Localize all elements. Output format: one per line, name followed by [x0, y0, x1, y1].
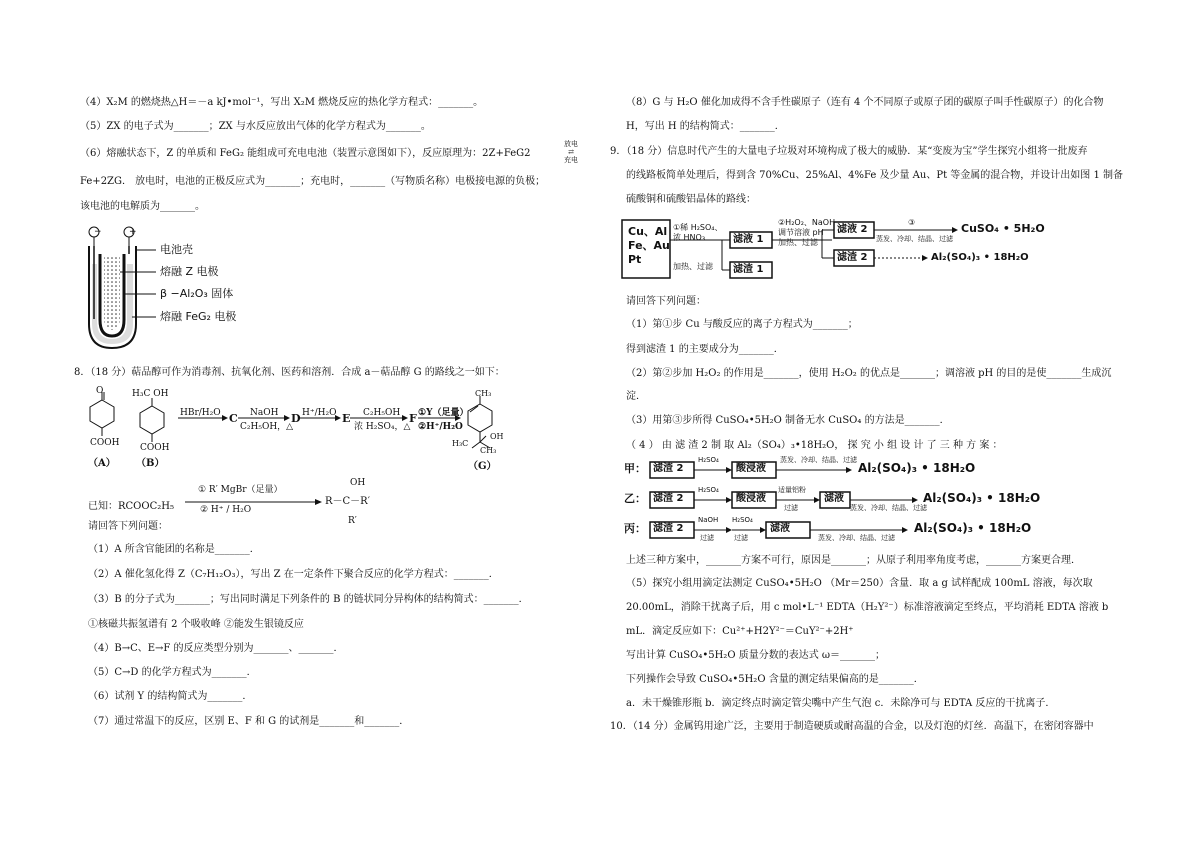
label-a: （A） [88, 458, 116, 469]
q10-intro: 10．（14 分）金属钨用途广泛，主要用于制造硬质或耐高温的合金，以及灯泡的灯丝．高温下，在密闭容器中 [610, 721, 1094, 732]
flow-cuso4-product: CuSO₄ • 5H₂O [961, 222, 1045, 235]
q9-part5: （5）探究小组用滴定法测定 CuSO₄•5H₂O （Mr＝250）含量．取 a g 试样配成 100mL 溶液，每次取 [626, 578, 1093, 589]
scheme-yi-residue: 滤渣 2 [653, 493, 684, 504]
q9-intro-cont2: 硫酸铜和硫酸铝晶体的路线： [626, 194, 756, 205]
q8-part3: （3）B 的分子式为_______；写出同时满足下列条件的 B 的链状同分异构体的结构简式：_______． [88, 594, 529, 605]
q8-part6: （6）试剂 Y 的结构简式为_______． [88, 691, 253, 702]
scheme-yi-filtrate: 滤液 [824, 493, 844, 504]
known-ester: 已知：RCOOC₂H₅ [88, 501, 174, 512]
known-product: R－C－R′ [325, 496, 370, 507]
flow-step3-process: 蒸发、冷却、结晶、过滤 [876, 235, 953, 243]
b-ch3oh-label: H₃C OH [132, 389, 169, 399]
flow-residue2: 滤渣 2 [837, 252, 868, 263]
q9-part5-reaction: mL．滴定反应如下：Cu²⁺+H2Y²⁻＝CuY²⁻+2H⁺ [626, 626, 854, 637]
q7-part5: （5）ZX 的电子式为_______；ZX 与水反应放出气体的化学方程式为_______。 [80, 121, 431, 132]
scheme-yi-acid-leach: 酸浸液 [736, 493, 766, 504]
q8-part2: （2）A 催化氢化得 Z（C₇H₁₂O₃），写出 Z 在一定条件下聚合反应的化学方程式：_______． [88, 569, 499, 580]
flow-step1a: ①稀 H₂SO₄、 [673, 223, 723, 232]
known-product-oh: OH [350, 478, 366, 488]
reagent-hbr: HBr/H₂O [180, 408, 221, 418]
g-oh-label: OH [490, 432, 504, 441]
q8-part1: （1）A 所含官能团的名称是_______． [88, 544, 260, 555]
q8-answer-prompt: 请回答下列问题： [88, 521, 168, 532]
flow-step1-reagents [673, 223, 723, 243]
scheme-jia-h2so4: H₂SO₄ [698, 456, 719, 464]
battery-label-alumina: β −Al₂O₃ 固体 [160, 287, 234, 300]
flow-filtrate1: 滤液 1 [733, 234, 764, 245]
q8-part8-cont: H，写出 H 的结构简式：_______． [626, 121, 785, 132]
flow-step1b: 浓 HNO₃ [673, 233, 706, 242]
reagent-sulfuric-acid: 浓 H₂SO₄，△ [354, 422, 411, 432]
q9-part3: （3）用第③步所得 CuSO₄•5H₂O 制备无水 CuSO₄ 的方法是_______． [626, 415, 950, 426]
compound-c: C [229, 412, 238, 425]
compound-d: D [291, 412, 301, 425]
q8-part4: （4）B→C、E→F 的反应类型分别为_______、_______． [88, 643, 344, 654]
compound-e: E [342, 412, 351, 425]
q9-part1: （1）第①步 Cu 与酸反应的离子方程式为_______； [626, 319, 858, 330]
q8-part3-conditions: ①核磁共振氢谱有 2 个吸收峰 ②能发生银镜反应 [88, 619, 304, 630]
q9-part1-cont: 得到滤渣 1 的主要成分为_______． [626, 344, 784, 355]
q9-part5-omega: 写出计算 CuSO₄•5H₂O 质量分数的表达式 ω＝_______； [626, 650, 886, 661]
q9-answer-prompt: 请回答下列问题： [626, 296, 706, 307]
reagent-h-plus-2: ②H⁺/H₂O [418, 422, 463, 432]
q9-part5-error: 下列操作会导致 CuSO₄•5H₂O 含量的测定结果偏高的是_______． [626, 674, 924, 685]
scheme-bing-evap: 蒸发、冷却、结晶、过滤 [818, 534, 895, 542]
flow-step2-reagents [778, 218, 835, 248]
q9-intro: 9．（18 分）信息时代产生的大量电子垃圾对环境构成了极大的威胁．某“变废为宝”学生探究小组将一批废弃 [610, 146, 1088, 157]
q9-part4-answer: 上述三种方案中，_______方案不可行，原因是_______；从原子利用率角度考虑，_______方案更合理． [626, 555, 1081, 566]
reagent-y: ①Y（足量） [418, 408, 469, 418]
known-product-r: R′ [348, 516, 357, 526]
reagent-naoh: NaOH [250, 408, 279, 418]
scheme-bing-filtrate: 滤液 [770, 523, 790, 534]
g-h3c-label: H₃C [452, 439, 469, 448]
scheme-yi-product: Al₂(SO₄)₃ • 18H₂O [923, 491, 1041, 505]
g-ch3b-label: CH₃ [480, 446, 497, 455]
q8-intro: 8．（18 分）萜品醇可作为消毒剂、抗氧化剂、医药和溶剂．合成 a－萜品醇 G 的路线之一如下： [74, 367, 505, 378]
ketone-o-label: O [96, 386, 104, 396]
scheme-jia-acid-leach: 酸浸液 [736, 463, 766, 474]
scheme-bing-product: Al₂(SO₄)₃ • 18H₂O [914, 521, 1032, 535]
q9-part5-cont: 20.00mL，消除干扰离子后，用 c mol•L⁻¹ EDTA（H₂Y²⁻）标准溶液滴定至终点，平均消耗 EDTA 溶液 b [626, 602, 1109, 613]
q7-part6-electrolyte: 该电池的电解质为_______。 [80, 201, 205, 212]
a-cooh-label: COOH [90, 438, 120, 448]
q8-part8: （8）G 与 H₂O 催化加成得不含手性碳原子（连有 4 个不同原子或原子团的碳原子叫手性碳原子）的化合物 [626, 97, 1104, 108]
scheme-yi-al-powder: 适量铝粉 [778, 486, 806, 494]
arrow-discharge-label: 放电 [564, 140, 578, 148]
compound-f: F [409, 412, 417, 425]
known-reagent-hydrolysis: ② H⁺ / H₂O [200, 505, 252, 515]
q9-part4: （ 4 ） 由 滤 渣 2 制 取 Al₂（SO₄）₃•18H₂O， 探 究 小 组 设 计 了 三 种 方 案 ： [626, 440, 1003, 451]
flow-step2c: 加热、过滤 [778, 238, 818, 247]
flow-filtrate2: 滤液 2 [837, 224, 868, 235]
flow-step2b: 调节溶液 pH [778, 228, 824, 237]
q7-part6: （6）熔融状态下，Z 的单质和 FeG₂ 能组成可充电电池（装置示意图如下），反应原理为：2Z+FeG2 [80, 148, 531, 159]
flow-step3: ③ [908, 218, 916, 227]
battery-label-shell: 电池壳 [160, 243, 193, 256]
scheme-bing-filter2: 过滤 [734, 534, 748, 542]
scheme-bing-label: 丙： [624, 522, 646, 535]
scheme-yi-h2so4: H₂SO₄ [698, 486, 719, 494]
q8-part7: （7）通过常温下的反应，区别 E、F 和 G 的试剂是_______和_______． [88, 716, 410, 727]
scheme-yi-label: 乙： [624, 492, 646, 505]
positive-terminal-label: + [129, 227, 137, 237]
q8-part5: （5）C→D 的化学方程式为_______． [88, 667, 257, 678]
g-ch3-label: CH₃ [475, 389, 492, 398]
scheme-jia-evap: 蒸发、冷却、结晶、过滤 [780, 456, 857, 464]
scheme-jia-label: 甲： [624, 462, 646, 475]
known-reagent-grignard: ① R′ MgBr（足量） [198, 485, 283, 495]
scheme-bing-h2so4: H₂SO₄ [732, 516, 753, 524]
q9-part2: （2）第②步加 H₂O₂ 的作用是_______，使用 H₂O₂ 的优点是_______；调溶液 pH 的目的是使_______生成沉 [626, 368, 1112, 379]
scheme-jia-residue: 滤渣 2 [653, 463, 684, 474]
arrow-symbol: ⇄ [568, 148, 574, 156]
scheme-jia-product: Al₂(SO₄)₃ • 18H₂O [858, 461, 976, 475]
flow-residue1: 滤渣 1 [733, 264, 764, 275]
q7-part6-cont: Fe+2ZG． 放电时，电池的正极反应式为_______；充电时，_______（写物质名称）电极接电源的负极； [80, 176, 546, 187]
scheme-yi-evap: 蒸发、冷却、结晶、过滤 [850, 504, 927, 512]
flow-step1c: 加热、过滤 [673, 262, 713, 271]
reagent-h-plus: H⁺/H₂O [302, 408, 337, 418]
flow-metals-line3: Pt [628, 253, 642, 266]
q7-part4: （4）X₂M 的燃烧热△H＝－a kJ•mol⁻¹，写出 X₂M 燃烧反应的热化学方程式：_______。 [80, 97, 484, 108]
b-cooh-label: COOH [140, 443, 170, 453]
scheme-bing-naoh: NaOH [698, 516, 719, 524]
label-b: （B） [136, 458, 165, 469]
flow-step2a: ②H₂O₂、NaOH [778, 218, 836, 227]
scheme-yi-filter: 过滤 [784, 504, 798, 512]
arrow-charge-label: 充电 [564, 156, 578, 164]
reagent-ethanol: C₂H₅OH [363, 408, 401, 418]
scheme-bing-filter: 过滤 [700, 534, 714, 542]
negative-terminal-label: − [94, 227, 102, 237]
reagent-ethanol-heat: C₂H₅OH，△ [240, 422, 294, 432]
q9-intro-cont: 的线路板简单处理后，得到含 70%Cu、25%Al、4%Fe 及少量 Au、Pt 等金属的混合物，并设计出如图 1 制备 [626, 170, 1123, 181]
battery-label-z-electrode: 熔融 Z 电极 [160, 265, 219, 278]
flow-metals-box [628, 225, 670, 267]
flow-al2-product: Al₂(SO₄)₃ • 18H₂O [931, 252, 1029, 263]
flow-metals-line1: Cu、Al [628, 225, 668, 238]
q9-part2-cont: 淀． [626, 391, 646, 402]
reversible-arrow [564, 140, 578, 164]
q9-part5-options: a．未干燥锥形瓶 b．滴定终点时滴定管尖嘴中产生气泡 c．未除净可与 EDTA 反应的干扰离子． [626, 698, 1056, 709]
battery-label-feg2-electrode: 熔融 FeG₂ 电极 [160, 310, 237, 323]
label-g: （G） [468, 461, 497, 472]
flow-metals-line2: Fe、Au [628, 239, 670, 252]
scheme-bing-residue: 滤渣 2 [653, 523, 684, 534]
